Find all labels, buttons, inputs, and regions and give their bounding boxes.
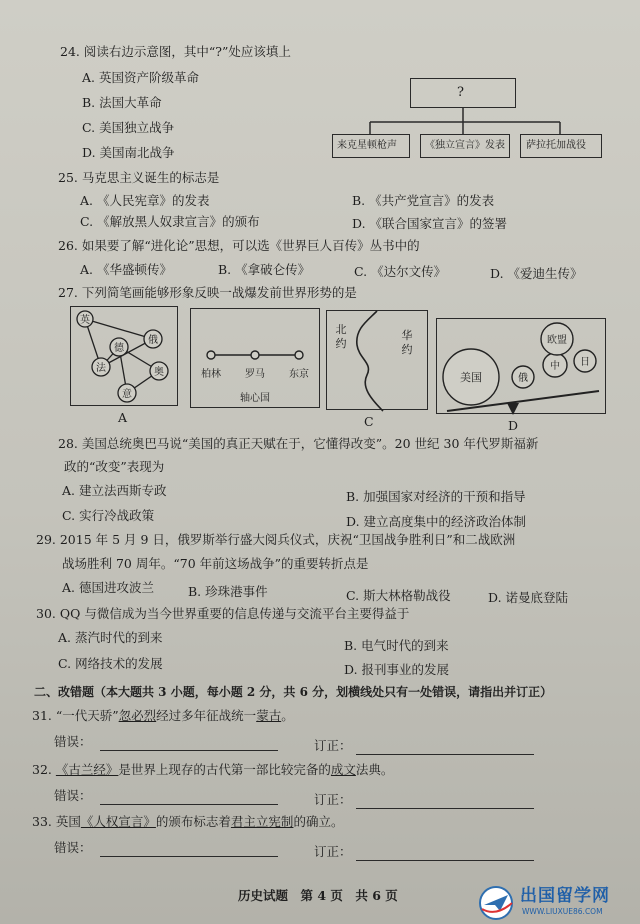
q30-option-b: B. 电气时代的到来 xyxy=(344,638,449,653)
q33-error-blank[interactable] xyxy=(100,856,278,857)
q25-option-a: A. 《人民宪章》的发表 xyxy=(80,193,210,208)
q27-a-node-2: 俄 xyxy=(148,335,158,346)
q27-d-node-2: 俄 xyxy=(518,373,528,384)
q30-stem: 30. QQ 与微信成为当今世界重要的信息传递与交流平台主要得益于 xyxy=(36,606,410,621)
q27-figure-c xyxy=(326,310,428,410)
q27-figure-b-axis xyxy=(191,309,321,409)
q31-correct-label: 订正： xyxy=(314,738,352,753)
watermark-brand: 出国留学网 xyxy=(520,886,610,906)
q31-underlined-2: 蒙古 xyxy=(256,708,282,723)
q24-stem: 24. 阅读右边示意图，其中“?”处应该填上 xyxy=(60,44,291,59)
q28-stem-line2: 政的“改变”表现为 xyxy=(64,459,165,474)
watermark-url: WWW.LIUXUE86.COM xyxy=(522,907,603,916)
q31-correct-blank[interactable] xyxy=(356,754,534,755)
q27-a-node-1: 英 xyxy=(80,315,90,326)
q27-d-node-4: 欧盟 xyxy=(547,335,567,346)
q32-correct-label: 订正： xyxy=(314,792,352,807)
q29-option-c: C. 斯大林格勒战役 xyxy=(346,588,451,603)
q33-correct-label: 订正： xyxy=(314,844,352,859)
q28-option-b: B. 加强国家对经济的干预和指导 xyxy=(346,489,526,504)
watermark-logo xyxy=(478,884,638,922)
q33-correct-blank[interactable] xyxy=(356,860,534,861)
q27-c-left-2: 约 xyxy=(335,337,347,350)
q25-stem: 25. 马克思主义诞生的标志是 xyxy=(58,170,220,185)
q33-underlined-2: 君主立宪制 xyxy=(230,814,294,829)
q28-stem-line1: 28. 美国总统奥巴马说“美国的真正天赋在于，它懂得改变”。20 世纪 30 年代罗斯福新 xyxy=(58,436,539,451)
q27-figure-a xyxy=(70,306,178,406)
q26-option-c: C. 《达尔文传》 xyxy=(354,264,447,279)
q32-sentence: 32. 《古兰经》是世界上现存的古代第一部比较完备的成文法典。 xyxy=(32,762,394,777)
q33-error-label: 错误： xyxy=(54,840,92,855)
q27-figure-a-network xyxy=(71,307,179,407)
q27-b-node-1: 柏林 xyxy=(201,369,221,380)
q27-figure-b xyxy=(190,308,320,408)
page-footer: 历史试题 第 4 页 共 6 页 xyxy=(238,888,398,903)
q24-option-b: B. 法国大革命 xyxy=(82,95,162,110)
q25-option-c: C. 《解放黑人奴隶宣言》的颁布 xyxy=(80,214,260,229)
q29-option-a: A. 德国进攻波兰 xyxy=(62,580,154,595)
q26-option-b: B. 《拿破仑传》 xyxy=(218,262,311,277)
q30-option-a: A. 蒸汽时代的到来 xyxy=(58,630,163,645)
q29-option-d: D. 诺曼底登陆 xyxy=(488,590,569,605)
q27-label-d: D xyxy=(508,418,519,433)
q25-option-b: B. 《共产党宣言》的发表 xyxy=(352,193,495,208)
q32-error-blank[interactable] xyxy=(100,804,278,805)
q28-option-d: D. 建立高度集中的经济政治体制 xyxy=(346,514,527,529)
q27-b-caption: 轴心国 xyxy=(240,393,270,404)
q30-option-d: D. 报刊事业的发展 xyxy=(344,662,450,677)
q31-sentence: 31. “一代天骄”忽必烈经过多年征战统一蒙古。 xyxy=(32,708,294,723)
q33-underlined-1: 《人权宣言》 xyxy=(80,814,156,829)
q27-a-node-5: 奥 xyxy=(154,367,164,378)
q25-option-d: D. 《联合国家宣言》的签署 xyxy=(352,216,508,231)
q24-diagram-top-box: ? xyxy=(410,78,516,108)
q27-d-node-5: 日 xyxy=(580,357,590,368)
q32-underlined-2: 成文 xyxy=(330,762,356,777)
q24-diagram-box-3: 萨拉托加战役 xyxy=(520,134,602,158)
section-2-heading: 二、改错题（本大题共 3 小题，每小题 2 分，共 6 分，划横线处只有一处错误，请指出并订正） xyxy=(34,685,553,699)
q27-b-node-3: 东京 xyxy=(289,369,309,380)
q29-option-b: B. 珍珠港事件 xyxy=(188,584,268,599)
q27-label-c: C xyxy=(364,414,374,429)
q29-stem-line1: 29. 2015 年 5 月 9 日，俄罗斯举行盛大阅兵仪式，庆祝“卫国战争胜利日”和二战欧洲 xyxy=(36,532,516,547)
q27-figure-c-border xyxy=(327,311,429,411)
q31-underlined-1: 忽必烈 xyxy=(118,708,157,723)
q32-correct-blank[interactable] xyxy=(356,808,534,809)
watermark-plane-icon xyxy=(478,885,518,921)
q26-stem: 26. 如果要了解“进化论”思想，可以选《世界巨人百传》丛书中的 xyxy=(58,238,420,253)
q27-d-node-3: 中 xyxy=(550,361,560,372)
q24-diagram-box-2: 《独立宣言》发表 xyxy=(420,134,510,158)
q29-stem-line2: 战场胜利 70 周年。“70 年前这场战争”的重要转折点是 xyxy=(62,556,369,571)
q27-stem: 27. 下列简笔画能够形象反映一战爆发前世界形势的是 xyxy=(58,285,357,300)
q28-option-c: C. 实行冷战政策 xyxy=(62,508,155,523)
q27-figure-d-balance xyxy=(437,319,607,415)
q28-option-a: A. 建立法西斯专政 xyxy=(62,483,167,498)
q32-underlined-1: 《古兰经》 xyxy=(55,762,119,777)
q27-label-a: A xyxy=(118,410,128,425)
q27-b-node-2: 罗马 xyxy=(245,369,265,380)
q27-c-left-1: 北 xyxy=(335,323,347,336)
q27-a-node-6: 意 xyxy=(122,389,132,400)
q31-error-blank[interactable] xyxy=(100,750,278,751)
q24-option-d: D. 美国南北战争 xyxy=(82,145,175,160)
q24-option-c: C. 美国独立战争 xyxy=(82,120,175,135)
q27-c-right-2: 约 xyxy=(401,343,413,356)
q26-option-a: A. 《华盛顿传》 xyxy=(80,262,172,277)
q27-a-node-3: 德 xyxy=(114,343,124,354)
q24-option-a: A. 英国资产阶级革命 xyxy=(82,70,199,85)
q27-a-node-4: 法 xyxy=(96,363,106,374)
q32-error-label: 错误： xyxy=(54,788,92,803)
q27-figure-d xyxy=(436,318,606,414)
q27-d-node-1: 美国 xyxy=(460,371,482,384)
q26-option-d: D. 《爱迪生传》 xyxy=(490,266,583,281)
q33-sentence: 33. 英国《人权宣言》的颁布标志着君主立宪制的确立。 xyxy=(32,814,344,829)
q24-diagram-box-1: 来克星顿枪声 xyxy=(332,134,410,158)
q27-c-right-1: 华 xyxy=(401,329,413,342)
q31-error-label: 错误： xyxy=(54,734,92,749)
q30-option-c: C. 网络技术的发展 xyxy=(58,656,163,671)
